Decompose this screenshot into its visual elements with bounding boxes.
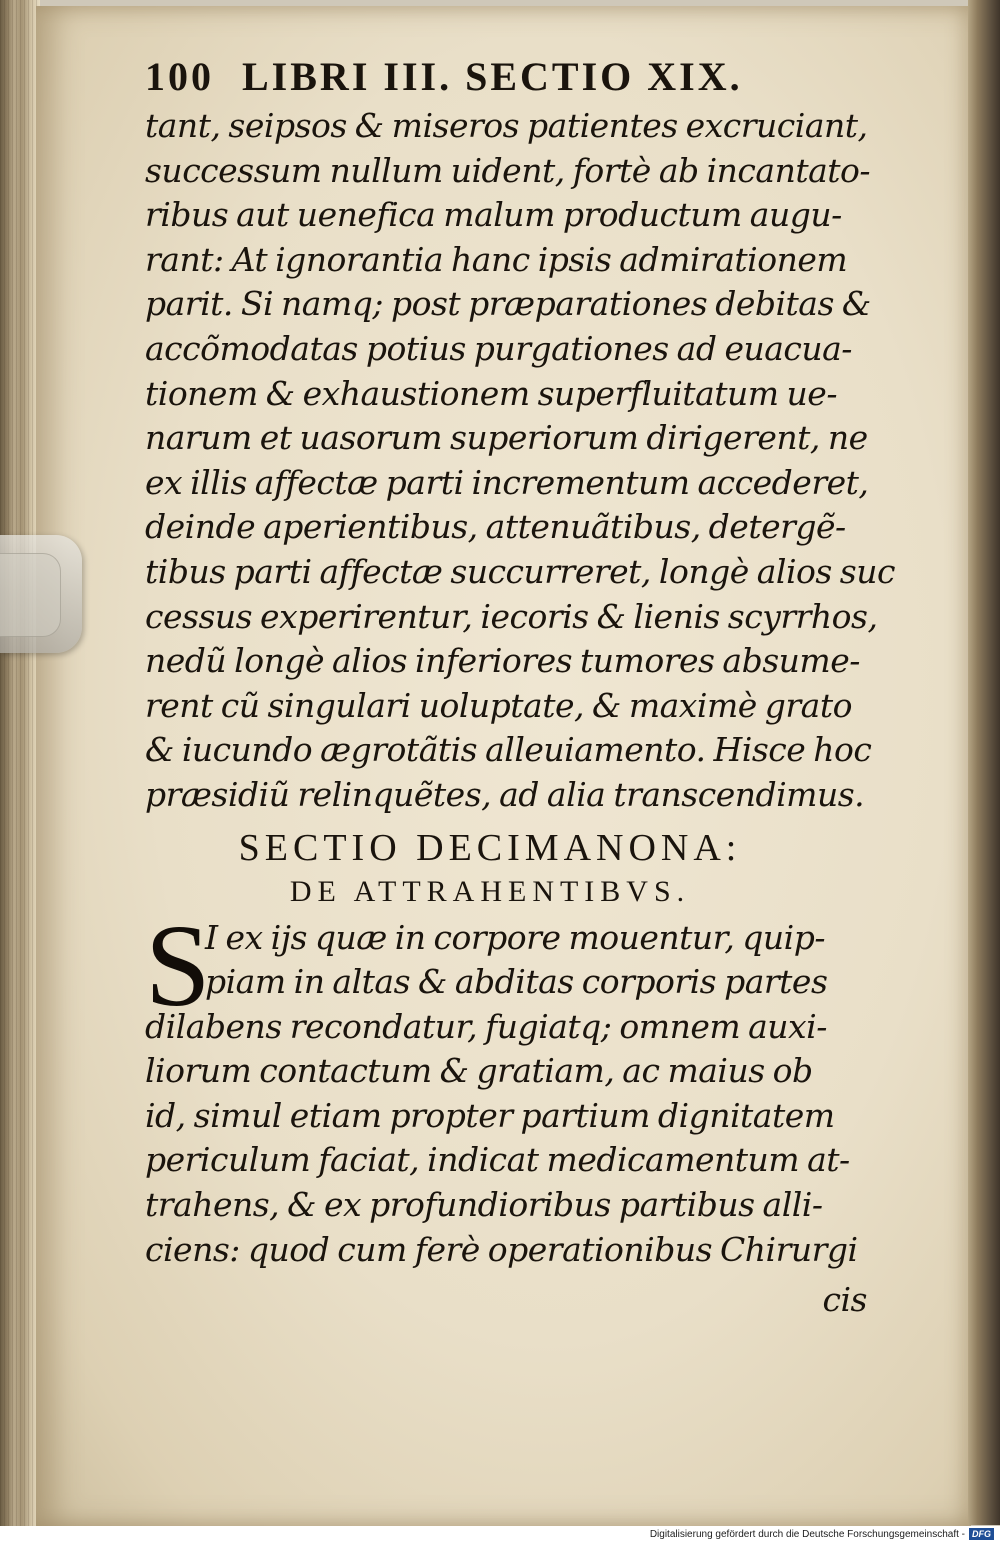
text-line: I ex ijs quæ in corpore mouentur, quip- [205, 917, 826, 957]
text-line: ribus aut uenefica malum productum augu- [145, 195, 842, 235]
section-subtitle: DE ATTRAHENTIBVS. [289, 874, 691, 908]
running-head [145, 50, 885, 104]
text-line: narum et uasorum superiorum dirigerent, ne [145, 418, 868, 458]
text-line: deinde aperientibus, attenuãtibus, detergẽ- [145, 507, 846, 547]
text-block-1 [145, 104, 895, 818]
text-line: tibus parti affectæ succurreret, longè alios suc [145, 551, 895, 591]
text-line: ex illis affectæ parti incrementum accederet, [145, 462, 869, 502]
page-edge-texture [0, 0, 40, 1530]
section-title: SECTIO DECIMANONA: [238, 826, 742, 869]
text-line: liorum contactum & gratiam, ac maius ob [145, 1051, 813, 1091]
text-line: parit. Si namq; post præparationes debitas & [145, 284, 871, 324]
page-number: 100 [145, 54, 214, 99]
page-text [145, 50, 895, 1323]
text-line: accõmodatas potius purgationes ad euacua- [145, 328, 852, 368]
text-line: id, simul etiam propter partium dignitatem [145, 1095, 835, 1135]
running-head-title: LIBRI III. SECTIO XIX. [242, 54, 743, 99]
text-line: nedũ longè alios inferiores tumores absume- [145, 641, 860, 681]
text-line: rent cũ singulari uoluptate, & maximè grato [145, 685, 852, 725]
drop-cap: S [145, 899, 211, 1031]
text-line: tant, seipsos & miseros patientes excruciant, [145, 106, 868, 145]
text-line: periculum faciat, indicat medicamentum at- [145, 1140, 850, 1180]
dfg-logo: DFG [969, 1528, 994, 1540]
text-line: præsidiũ relinquẽtes, ad alia transcendimus. [145, 774, 865, 814]
text-line: rant: At ignorantia hanc ipsis admirationem [145, 239, 848, 279]
footer-credit [650, 1526, 994, 1543]
text-line: ciens: quod cum ferè operationibus Chirurgi [145, 1229, 858, 1269]
text-line: cessus experirentur, iecoris & lienis scyrrhos, [145, 596, 878, 636]
text-block-2 [145, 899, 885, 1323]
catchword: cis [822, 1280, 867, 1320]
book-cover-edge [968, 0, 1000, 1525]
text-line: dilabens recondatur, fugiatq; omnem auxi- [145, 1006, 827, 1046]
page-holder-clip-inner [0, 553, 61, 637]
text-line: trahens, & ex profundioribus partibus alli- [145, 1185, 823, 1225]
text-line: piam in altas & abditas corporis partes [205, 962, 828, 1002]
text-line: successum nullum uident, fortè ab incantato- [145, 150, 871, 190]
footer-credit-text: Digitalisierung gefördert durch die Deutsche Forschungsgemeinschaft - [649, 1529, 965, 1540]
text-line: & iucundo ægrotãtis alleuiamento. Hisce hoc [145, 730, 872, 770]
text-line: tionem & exhaustionem superfluitatum ue- [145, 373, 837, 413]
